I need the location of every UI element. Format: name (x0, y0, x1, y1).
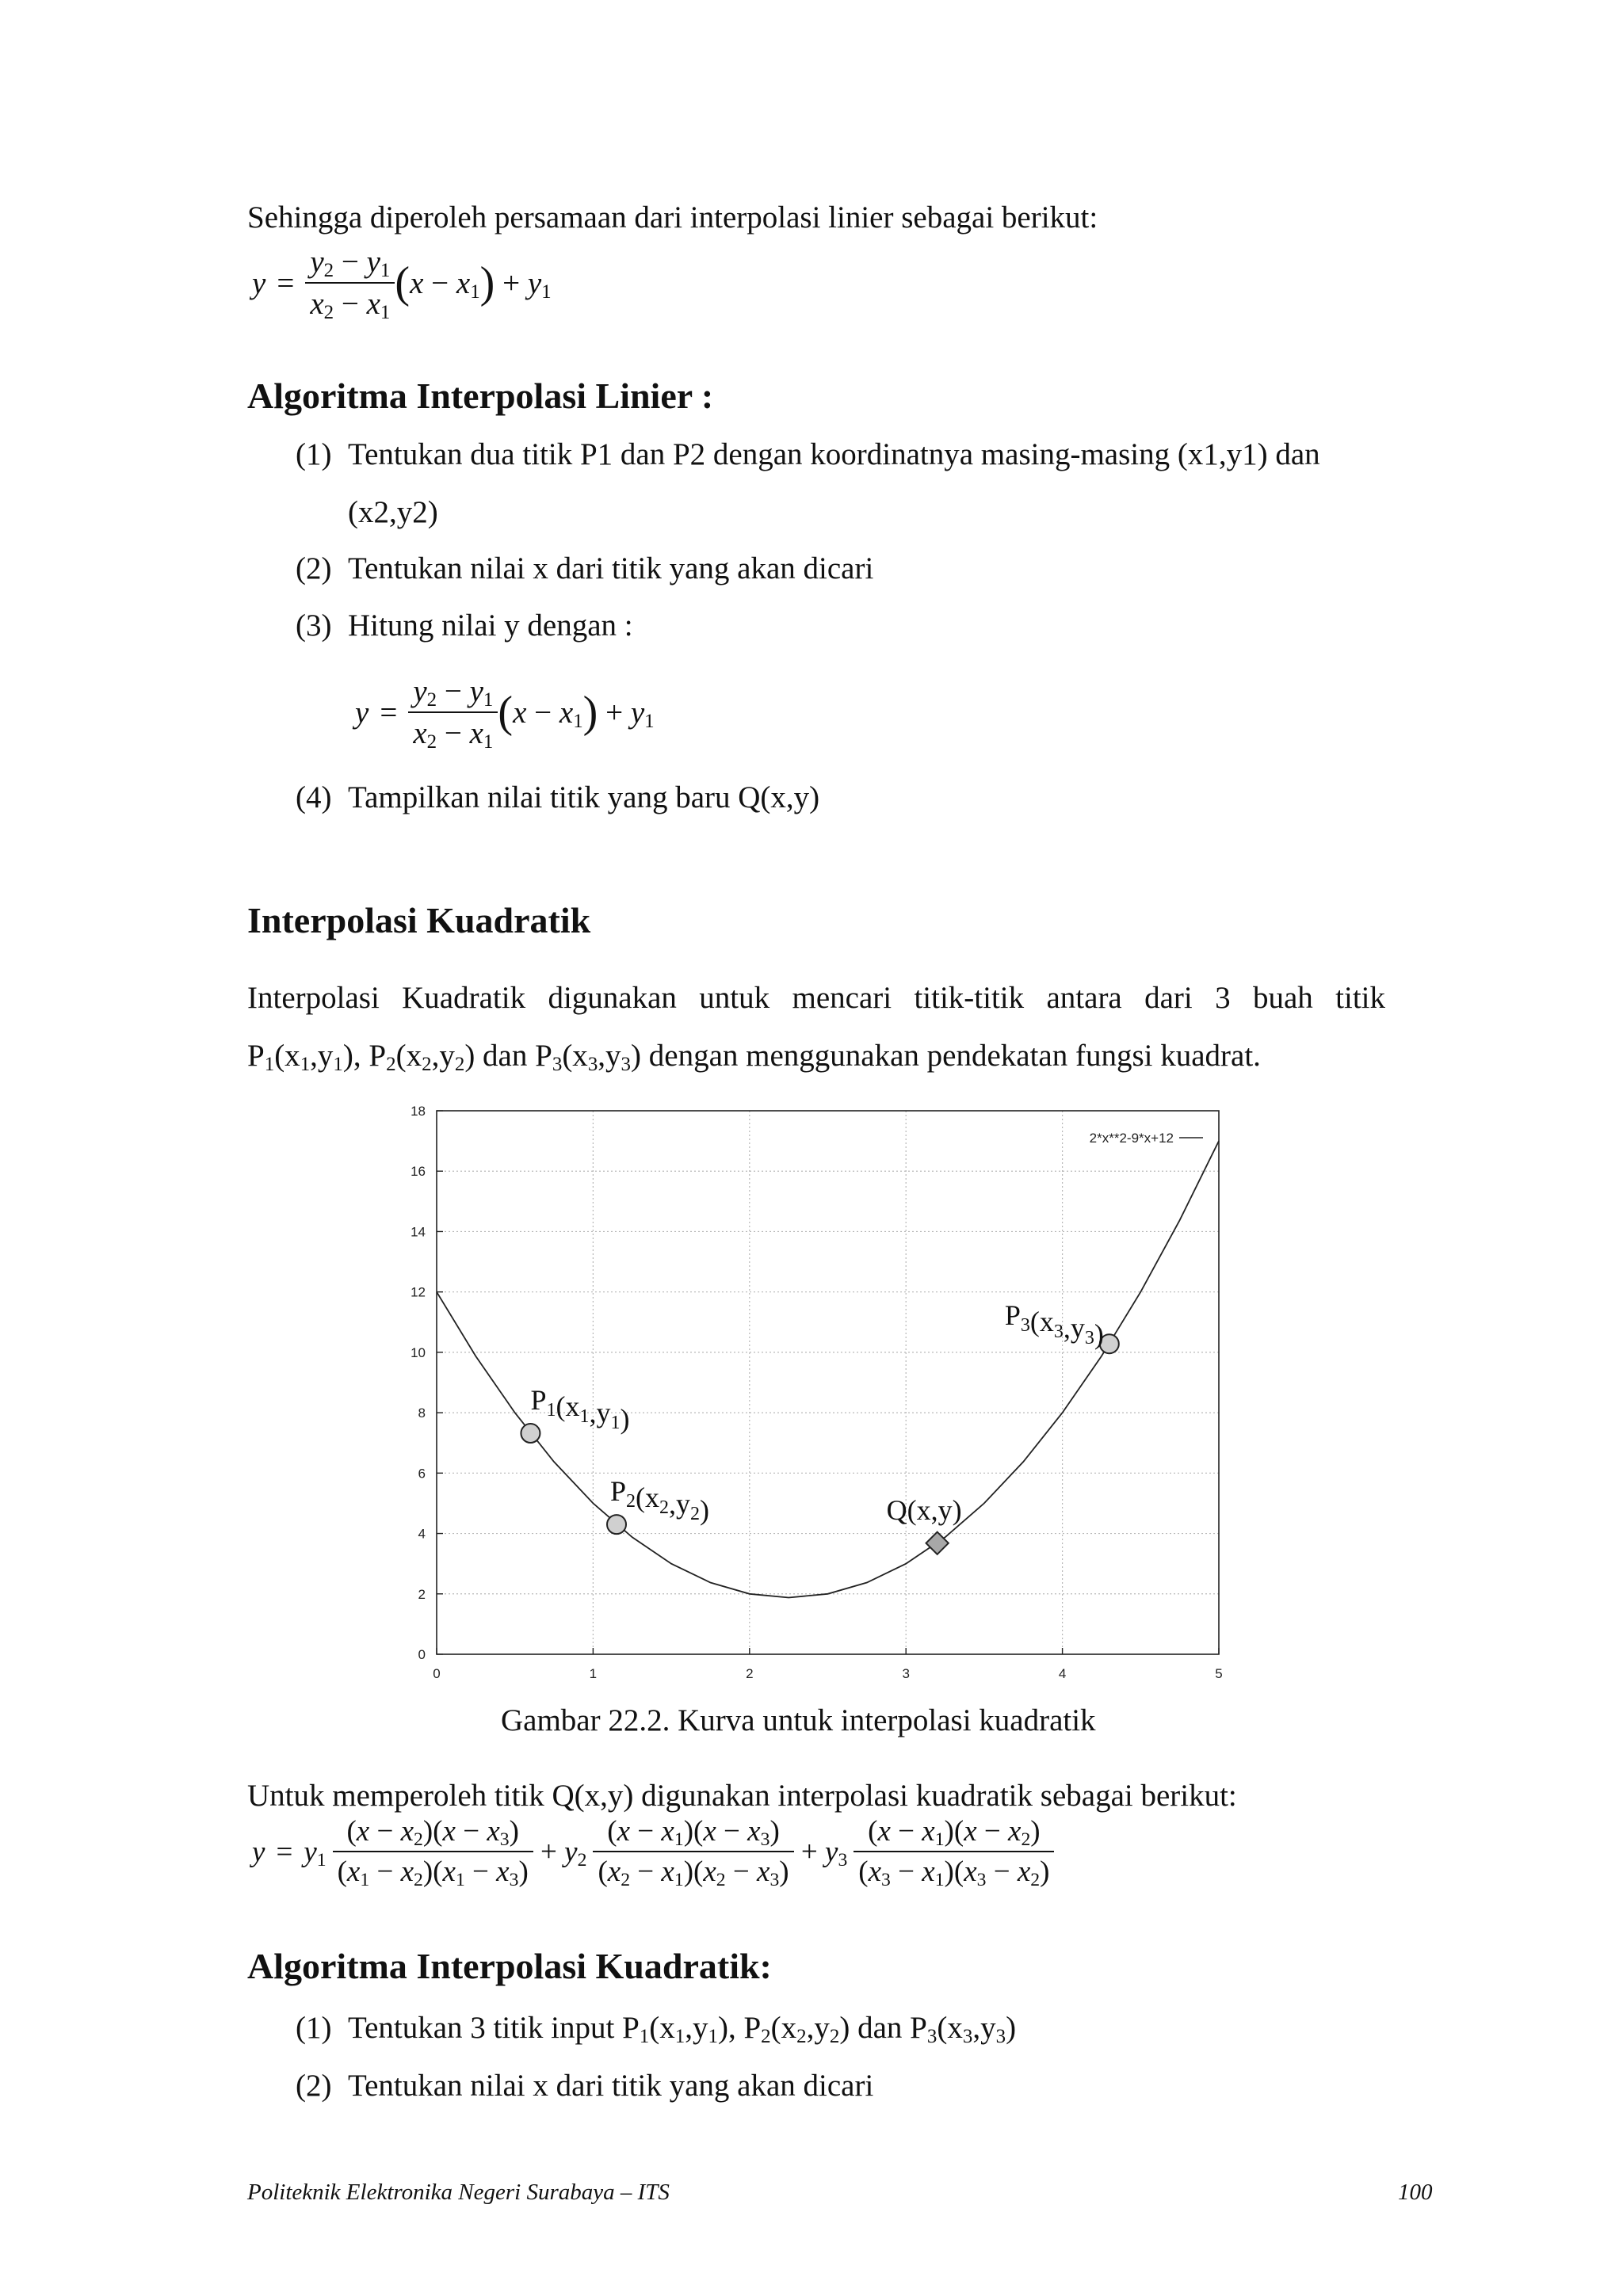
curve-line (437, 1141, 1219, 1597)
point-marker-2 (607, 1515, 626, 1534)
x-tick-label: 0 (433, 1666, 441, 1681)
y-tick-label: 12 (411, 1284, 426, 1300)
figure-caption: Gambar 22.2. Kurva untuk interpolasi kuadratik (501, 1703, 1096, 1737)
point-label: $P_2(x_2,y_2)$ (610, 1475, 710, 1527)
x-tick-label: 3 (902, 1666, 910, 1681)
y-tick-label: 8 (418, 1405, 426, 1421)
footer-institution: Politeknik Elektronika Negeri Surabaya – ITS (247, 2180, 670, 2205)
x-tick-label: 2 (746, 1666, 754, 1681)
linear-step-1-cont: (x2,y2) (348, 495, 438, 529)
y-tick-label: 18 (411, 1104, 426, 1119)
heading-quadratic-algorithm: Algoritma Interpolasi Kuadratik: (247, 1946, 772, 1986)
heading-quadratic: Interpolasi Kuadratik (247, 900, 591, 940)
point-label: Q(x,y) (886, 1493, 962, 1526)
x-tick-label: 4 (1058, 1666, 1067, 1681)
linear-step-3: (3) Hitung nilai y dengan : (296, 608, 633, 643)
x-tick-label: 5 (1215, 1666, 1223, 1681)
quad-paragraph-line1: Interpolasi Kuadratik digunakan untuk mencari titik-titik antara dari 3 buah titik (247, 981, 1385, 1015)
y-tick-label: 2 (418, 1586, 426, 1602)
quad-step-1: (1) Tentukan 3 titik input $P_1(x_1,y_1)$, $P_2(x_2,y_2)$ dan $P_3(x_3,y_3)$ (296, 2011, 1017, 2048)
y-tick-label: 0 (418, 1647, 426, 1662)
linear-step-1: (1) Tentukan dua titik P1 dan P2 dengan koordinatnya masing-masing (x1,y1) dan (296, 437, 1320, 471)
heading-linear-algorithm: Algoritma Interpolasi Linier : (247, 376, 714, 416)
linear-step-4: (4) Tampilkan nilai titik yang baru Q(x,y) (296, 780, 820, 814)
quadratic-formula: y = $y_1$ $\frac{(x - x_2)(x - x_3)}{(x_1 - x_2)(x_1 - x_3)}$ + $y_2$ $\frac{(x - x_1)(x - x_3)}{(x_2 - x_1)(x_2 - x_3)}$ + $y_3$ $\frac{(x - x_1)(x - x_2)}{(x_3 - x_1)(x_3 - x_2)}$ (252, 1814, 1054, 1889)
quad-paragraph-line2: $P_1(x_1,y_1)$, $P_2(x_2,y_2)$ dan $P_3(x_3,y_3)$ dengan menggunakan pendekatan fungsi kuadrat. (247, 1039, 1261, 1076)
x-tick-label: 1 (589, 1666, 598, 1681)
linear-formula-step: y = $\frac{y_2 - y_1}{x_2 - x_1}$ ( $x - x_1$ ) + $y_1$ (355, 674, 655, 753)
point-marker-1 (521, 1424, 540, 1443)
linear-formula: y = $\frac{y_2 - y_1}{x_2 - x_1}$ ( $x - x_1$ ) + $y_1$ (252, 245, 552, 324)
y-tick-label: 6 (418, 1466, 426, 1482)
quadratic-chart (396, 1097, 1236, 1699)
y-tick-label: 10 (411, 1344, 426, 1360)
y-tick-label: 14 (411, 1224, 426, 1240)
y-tick-label: 16 (411, 1164, 426, 1180)
intro-line: Sehingga diperoleh persamaan dari interpolasi linier sebagai berikut: (247, 200, 1098, 235)
plot-frame (437, 1111, 1219, 1654)
linear-step-2: (2) Tentukan nilai x dari titik yang akan dicari (296, 551, 874, 585)
y-tick-label: 4 (418, 1526, 426, 1542)
point-marker-q (926, 1532, 949, 1554)
legend-label: 2*x**2-9*x+12 (1089, 1131, 1174, 1146)
quad-intro-line: Untuk memperoleh titik Q(x,y) digunakan interpolasi kuadratik sebagai berikut: (247, 1779, 1237, 1813)
point-label: $P_1(x_1,y_1)$ (530, 1384, 630, 1436)
quad-step-2: (2) Tentukan nilai x dari titik yang akan dicari (296, 2069, 874, 2103)
footer-page-number: 100 (1398, 2180, 1433, 2205)
point-label: $P_3(x_3,y_3)$ (1004, 1299, 1104, 1351)
